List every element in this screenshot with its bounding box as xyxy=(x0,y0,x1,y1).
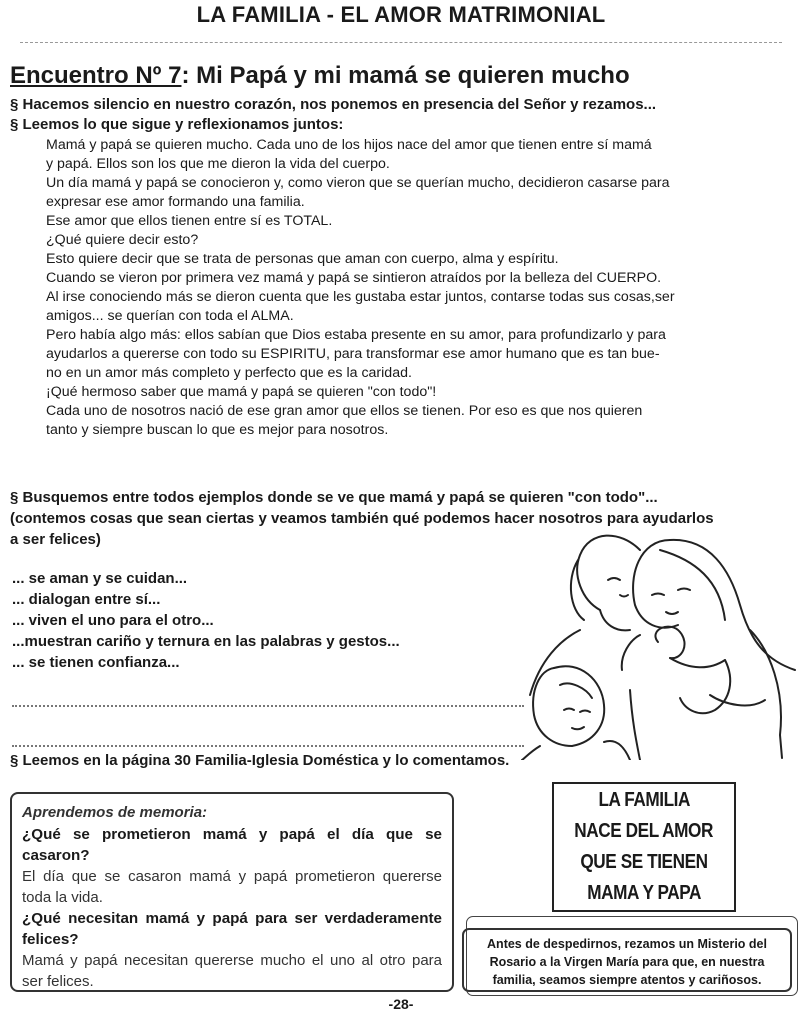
search-line-1: § Busquemos entre todos ejemplos donde se ve que mamá y papá se quieren "con todo"... xyxy=(10,489,658,506)
answer-line-2 xyxy=(12,745,524,747)
memory-title: Aprendemos de memoria: xyxy=(22,804,208,821)
reading-line: Ese amor que ellos tienen entre sí es TOTAL. xyxy=(46,213,333,229)
memory-question-2: ¿Qué necesitan mamá y papá para ser verdaderamente felices? xyxy=(22,910,442,948)
reading-line: Cada uno de nosotros nació de ese gran amor que ellos se tienen. Por eso es que nos quieren xyxy=(46,403,643,419)
despedirnos-box: Antes de despedirnos, rezamos un Misterio del Rosario a la Virgen María para que, en nuestra familia, seamos siempre atentos y cariñosos. xyxy=(462,928,792,992)
page-header-title: LA FAMILIA - EL AMOR MATRIMONIAL xyxy=(196,2,606,27)
search-line-3: a ser felices) xyxy=(10,531,101,548)
familia-box-line: NACE DEL AMOR xyxy=(574,820,714,842)
page-number: -28- xyxy=(388,996,414,1012)
list-item: ... se aman y se cuidan... xyxy=(12,570,188,587)
familia-box-line: LA FAMILIA xyxy=(598,789,690,811)
reading-line: Al irse conociendo más se dieron cuenta que les gustaba estar juntos, contarse todas sus cosas,ser xyxy=(46,289,675,305)
header-divider xyxy=(20,42,782,43)
reading-line: ¿Qué quiere decir esto? xyxy=(46,232,199,248)
familia-nace-del-amor-box xyxy=(552,782,736,912)
list-item: ... se tienen confianza... xyxy=(12,654,180,671)
list-item: ...muestran cariño y ternura en las palabras y gestos... xyxy=(12,633,400,650)
answer-line-1 xyxy=(12,705,524,707)
list-item: ... dialogan entre sí... xyxy=(12,591,161,608)
memory-box xyxy=(10,792,454,992)
search-line-2: (contemos cosas que sean ciertas y veamos también qué podemos hacer nosotros para ayudarlos xyxy=(10,510,714,527)
list-item: ... viven el uno para el otro... xyxy=(12,612,214,629)
reading-line: expresar ese amor formando una familia. xyxy=(46,194,305,210)
reading-line: Cuando se vieron por primera vez mamá y papá se sintieron atraídos por la belleza del CUERPO. xyxy=(46,270,662,286)
reading-line: amigos... se querían con toda el ALMA. xyxy=(46,308,294,324)
intro-line-1: § Hacemos silencio en nuestro corazón, nos ponemos en presencia del Señor y rezamos... xyxy=(10,96,657,113)
encuentro-title: : Mi Papá y mi mamá se quieren mucho xyxy=(181,62,630,89)
reading-line: ¡Qué hermoso saber que mamá y papá se quieren "con todo"! xyxy=(46,384,437,400)
familia-box-line: MAMA Y PAPA xyxy=(587,882,701,904)
reading-line: tanto y siempre buscan lo que es mejor para nosotros. xyxy=(46,422,389,438)
memory-question-1: ¿Qué se prometieron mamá y papá el día que se casaron? xyxy=(22,826,442,864)
familia-box-line: QUE SE TIENEN xyxy=(580,851,708,873)
leemos-pagina-30: § Leemos en la página 30 Familia-Iglesia Doméstica y lo comentamos. xyxy=(10,752,510,769)
reading-line: Pero había algo más: ellos sabían que Dios estaba presente en su amor, para profundizarlo y para xyxy=(46,327,666,343)
intro-line-2: § Leemos lo que sigue y reflexionamos juntos: xyxy=(10,116,344,133)
memory-answer-1: El día que se casaron mamá y papá prometieron quererse toda la vida. xyxy=(22,868,442,906)
reading-line: no en un amor más completo y perfecto que es la caridad. xyxy=(46,365,412,381)
reading-line: Un día mamá y papá se conocieron y, como vieron que se querían mucho, decidieron casarse para xyxy=(46,175,670,191)
encuentro-heading xyxy=(10,62,630,90)
family-illustration-icon xyxy=(520,520,802,760)
reading-line: Esto quiere decir que se trata de personas que aman con cuerpo, alma y espíritu. xyxy=(46,251,559,267)
reading-text xyxy=(46,136,794,440)
reading-line: Mamá y papá se quieren mucho. Cada uno de los hijos nace del amor que tienen entre sí mamá xyxy=(46,137,652,153)
examples-list xyxy=(12,568,400,673)
reading-line: y papá. Ellos son los que me dieron la vida del cuerpo. xyxy=(46,156,390,172)
memory-answer-2: Mamá y papá necesitan quererse mucho el uno al otro para ser felices. xyxy=(22,952,442,990)
reading-line: ayudarlos a quererse con todo su ESPIRITU, para transformar ese amor humano que es tan bue- xyxy=(46,346,660,362)
encuentro-label: Encuentro Nº 7 xyxy=(10,62,182,89)
